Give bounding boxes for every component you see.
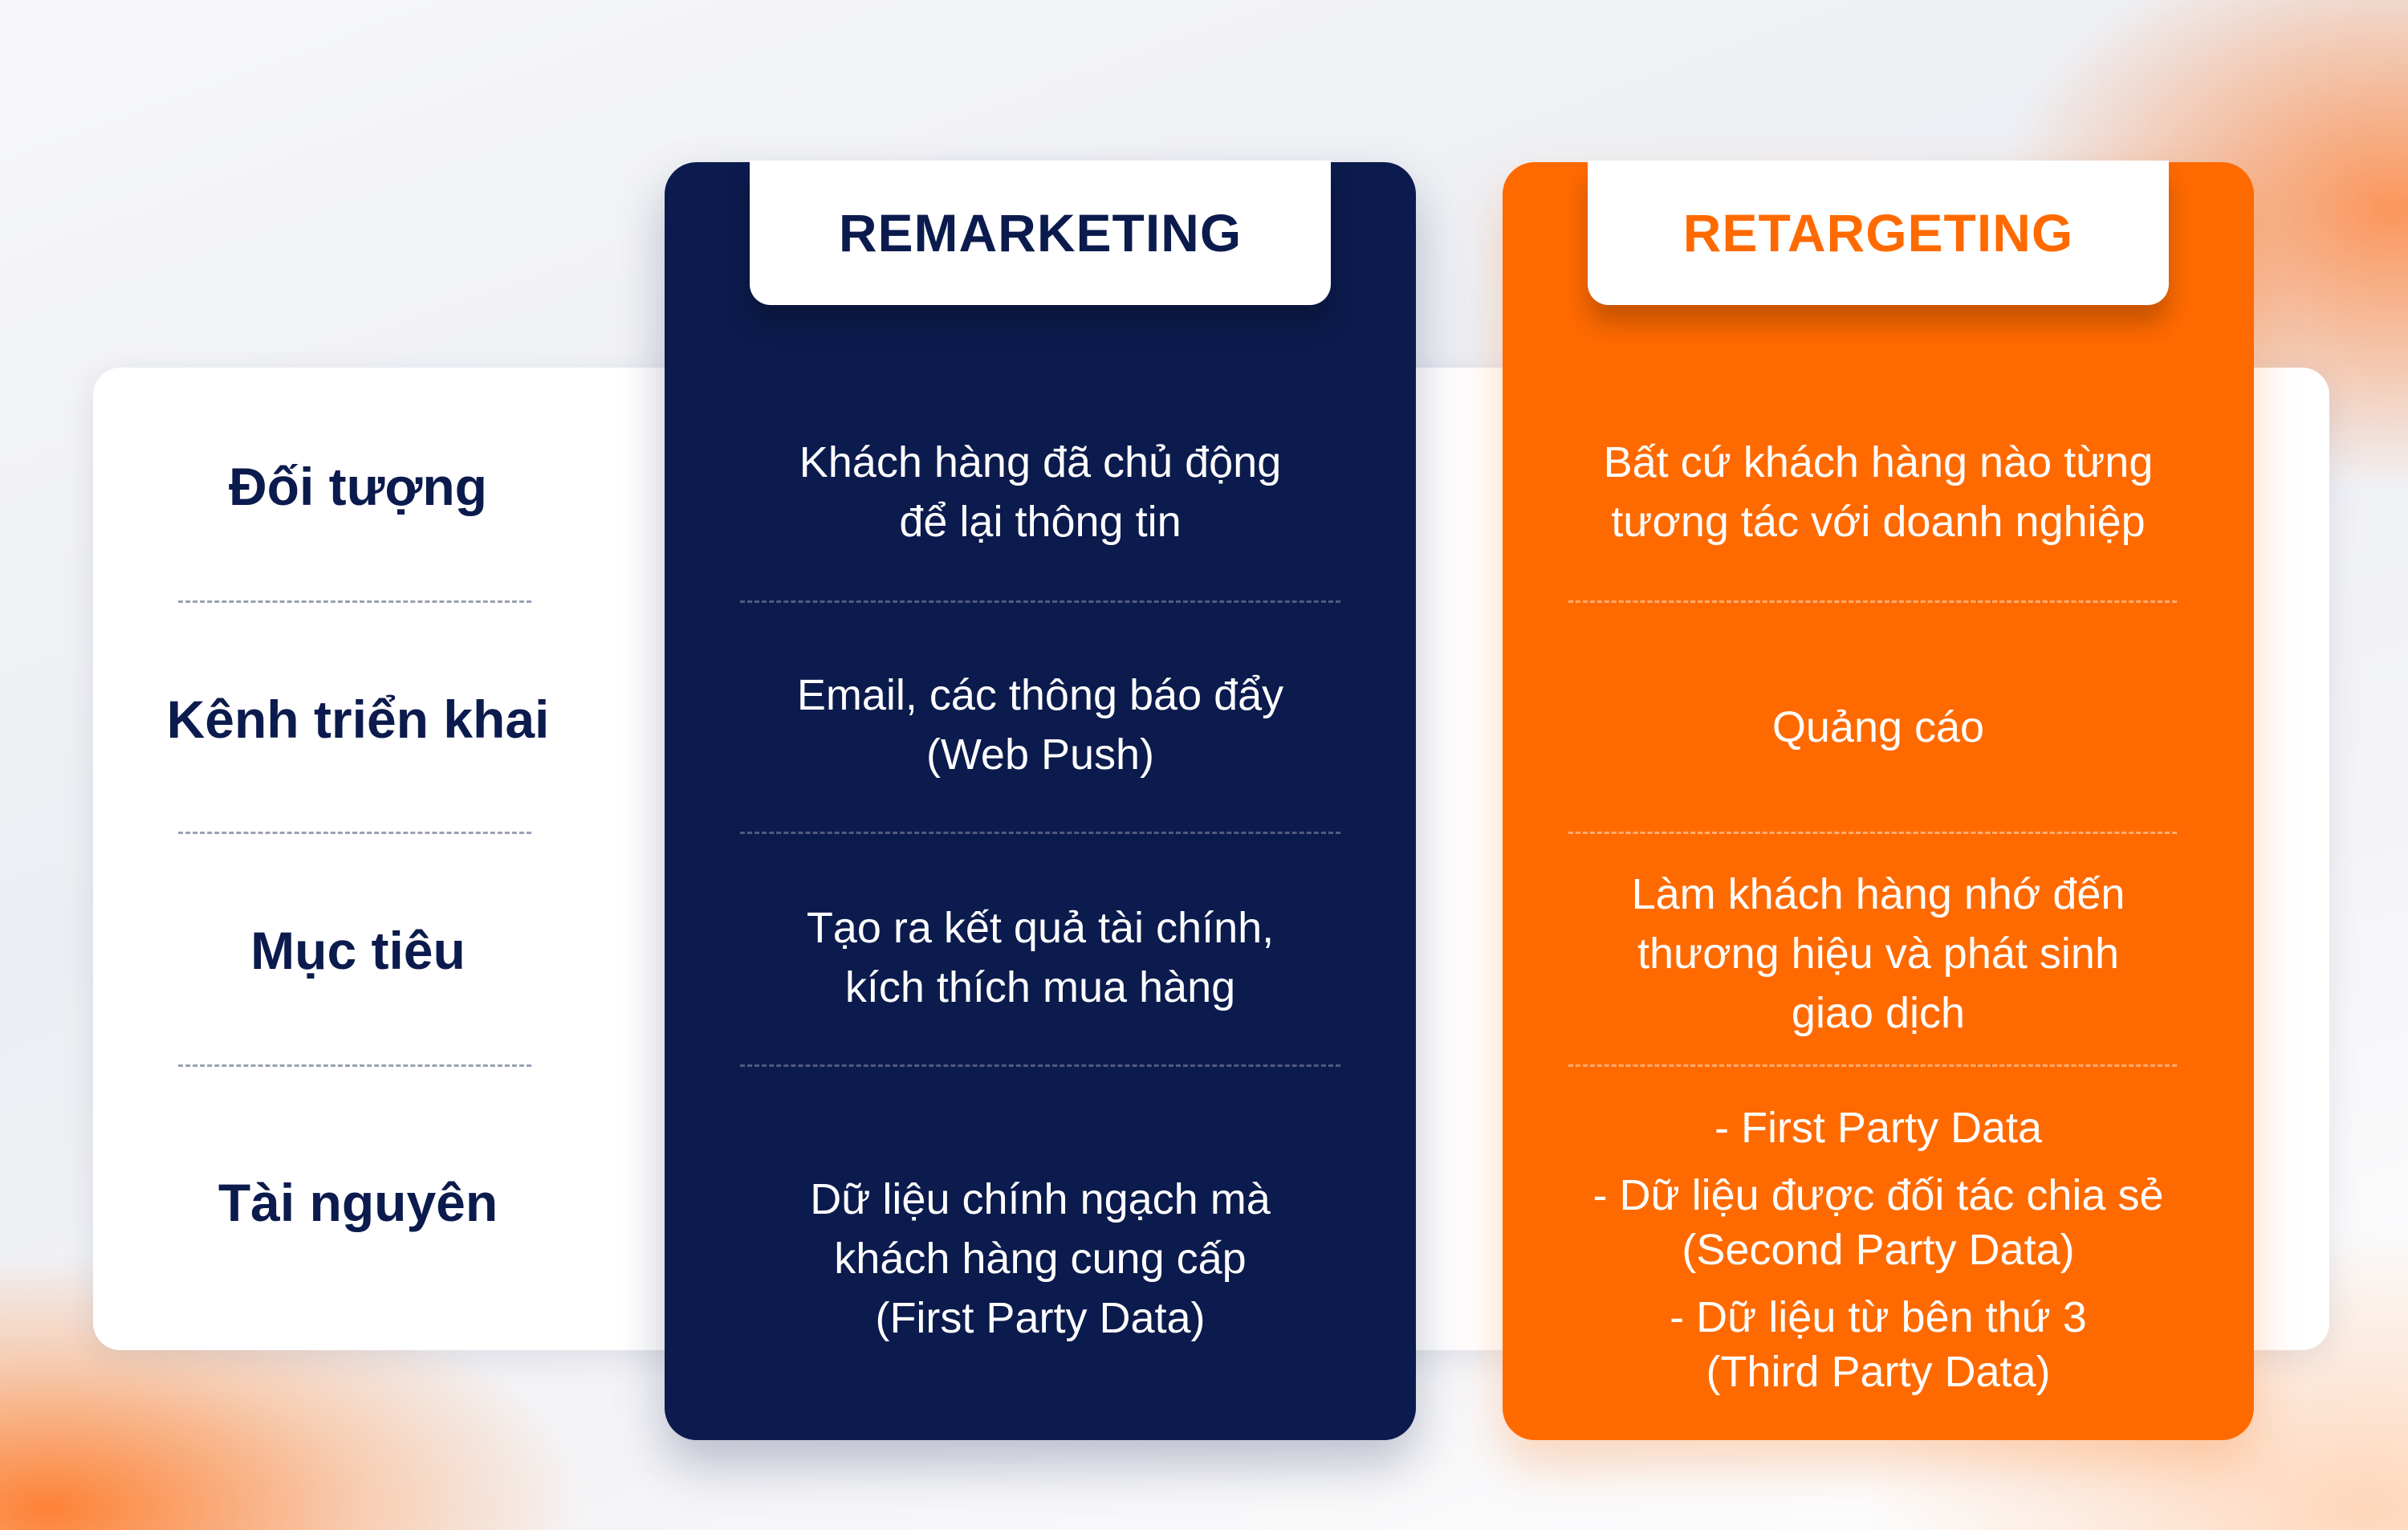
retargeting-tai-nguyen: - First Party Data - Dữ liệu được đối tác chia sẻ (Second Party Data) - Dữ liệu từ bên thứ 3 (Third Party Data) xyxy=(1592,1104,2164,1396)
remarketing-header: REMARKETING xyxy=(750,161,1331,305)
row-divider xyxy=(1568,1064,2177,1067)
retargeting-kenh-trien-khai: Quảng cáo xyxy=(1771,703,1985,751)
row-label-muc-tieu: Mục tiêu xyxy=(250,921,466,980)
row-divider xyxy=(178,600,531,603)
remarketing-tai-nguyen: Dữ liệu chính ngạch mà khách hàng cung cấp (First Party Data) xyxy=(810,1175,1271,1342)
retargeting-header: RETARGETING xyxy=(1588,161,2169,305)
row-label-tai-nguyen: Tài nguyên xyxy=(218,1173,498,1232)
row-divider xyxy=(740,1064,1340,1067)
row-divider xyxy=(1568,832,2177,834)
retargeting-muc-tieu: Làm khách hàng nhớ đến thương hiệu và phát sinh giao dịch xyxy=(1631,870,2125,1037)
row-divider xyxy=(740,832,1340,834)
row-divider xyxy=(740,600,1340,603)
retargeting-doi-tuong: Bất cứ khách hàng nào từng tương tác với doanh nghiệp xyxy=(1603,438,2154,546)
row-divider xyxy=(1568,600,2177,603)
remarketing-kenh-trien-khai: Email, các thông báo đẩy (Web Push) xyxy=(796,671,1284,779)
remarketing-doi-tuong: Khách hàng đã chủ động để lại thông tin xyxy=(799,438,1282,546)
row-label-doi-tuong: Đối tượng xyxy=(229,457,487,516)
row-divider xyxy=(178,1064,531,1067)
row-label-kenh-trien-khai: Kênh triển khai xyxy=(166,690,550,749)
row-divider xyxy=(178,832,531,834)
remarketing-muc-tieu: Tạo ra kết quả tài chính, kích thích mua hàng xyxy=(806,904,1275,1011)
